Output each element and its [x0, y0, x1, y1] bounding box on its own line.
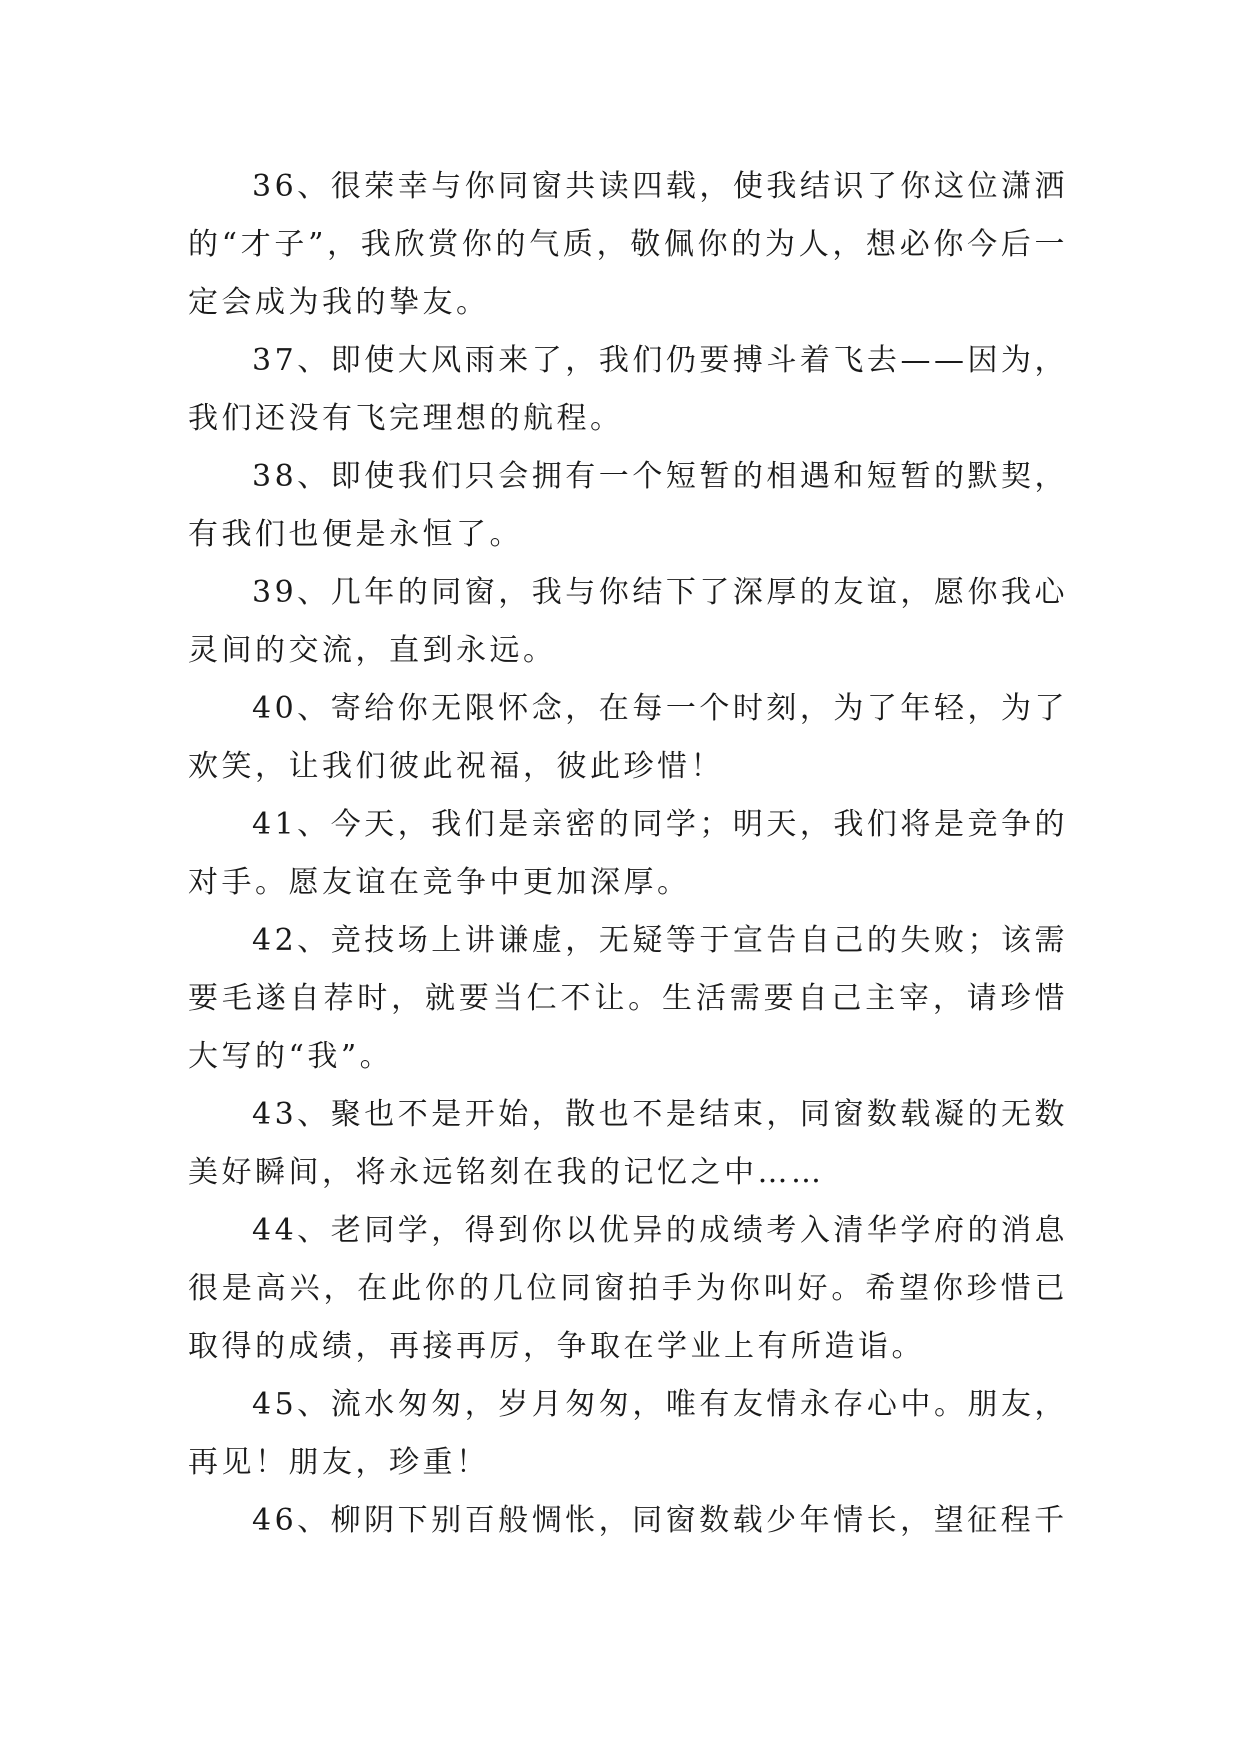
document-body: [188, 158, 1068, 1550]
paragraph-39: 39、几年的同窗，我与你结下了深厚的友谊，愿你我心灵间的交流，直到永远。: [188, 575, 1068, 668]
paragraph-46: 46、柳阴下别百般惆怅，同窗数载少年情长，望征程千: [252, 1503, 1068, 1538]
paragraph-40: 40、寄给你无限怀念，在每一个时刻，为了年轻，为了欢笑，让我们彼此祝福，彼此珍惜！: [188, 691, 1068, 784]
paragraph-43: 43、聚也不是开始，散也不是结束，同窗数载凝的无数美好瞬间，将永远铭刻在我的记忆之中……: [188, 1097, 1068, 1190]
paragraph-42: 42、竞技场上讲谦虚，无疑等于宣告自己的失败；该需要毛遂自荐时，就要当仁不让。生活需要自己主宰，请珍惜大写的“我”。: [188, 923, 1068, 1074]
paragraph-45: 45、流水匆匆，岁月匆匆，唯有友情永存心中。朋友，再见！朋友，珍重！: [188, 1387, 1068, 1480]
paragraph-44: 44、老同学，得到你以优异的成绩考入清华学府的消息很是高兴，在此你的几位同窗拍手为你叫好。希望你珍惜已取得的成绩，再接再厉，争取在学业上有所造诣。: [188, 1213, 1068, 1364]
paragraph-37: 37、即使大风雨来了，我们仍要搏斗着飞去——因为，我们还没有飞完理想的航程。: [188, 343, 1068, 436]
paragraph-41: 41、今天，我们是亲密的同学；明天，我们将是竞争的对手。愿友谊在竞争中更加深厚。: [188, 807, 1068, 900]
paragraph-36: 36、很荣幸与你同窗共读四载，使我结识了你这位潇洒的“才子”，我欣赏你的气质，敬佩你的为人，想必你今后一定会成为我的挚友。: [188, 169, 1068, 320]
paragraph-38: 38、即使我们只会拥有一个短暂的相遇和短暂的默契，有我们也便是永恒了。: [188, 459, 1068, 552]
